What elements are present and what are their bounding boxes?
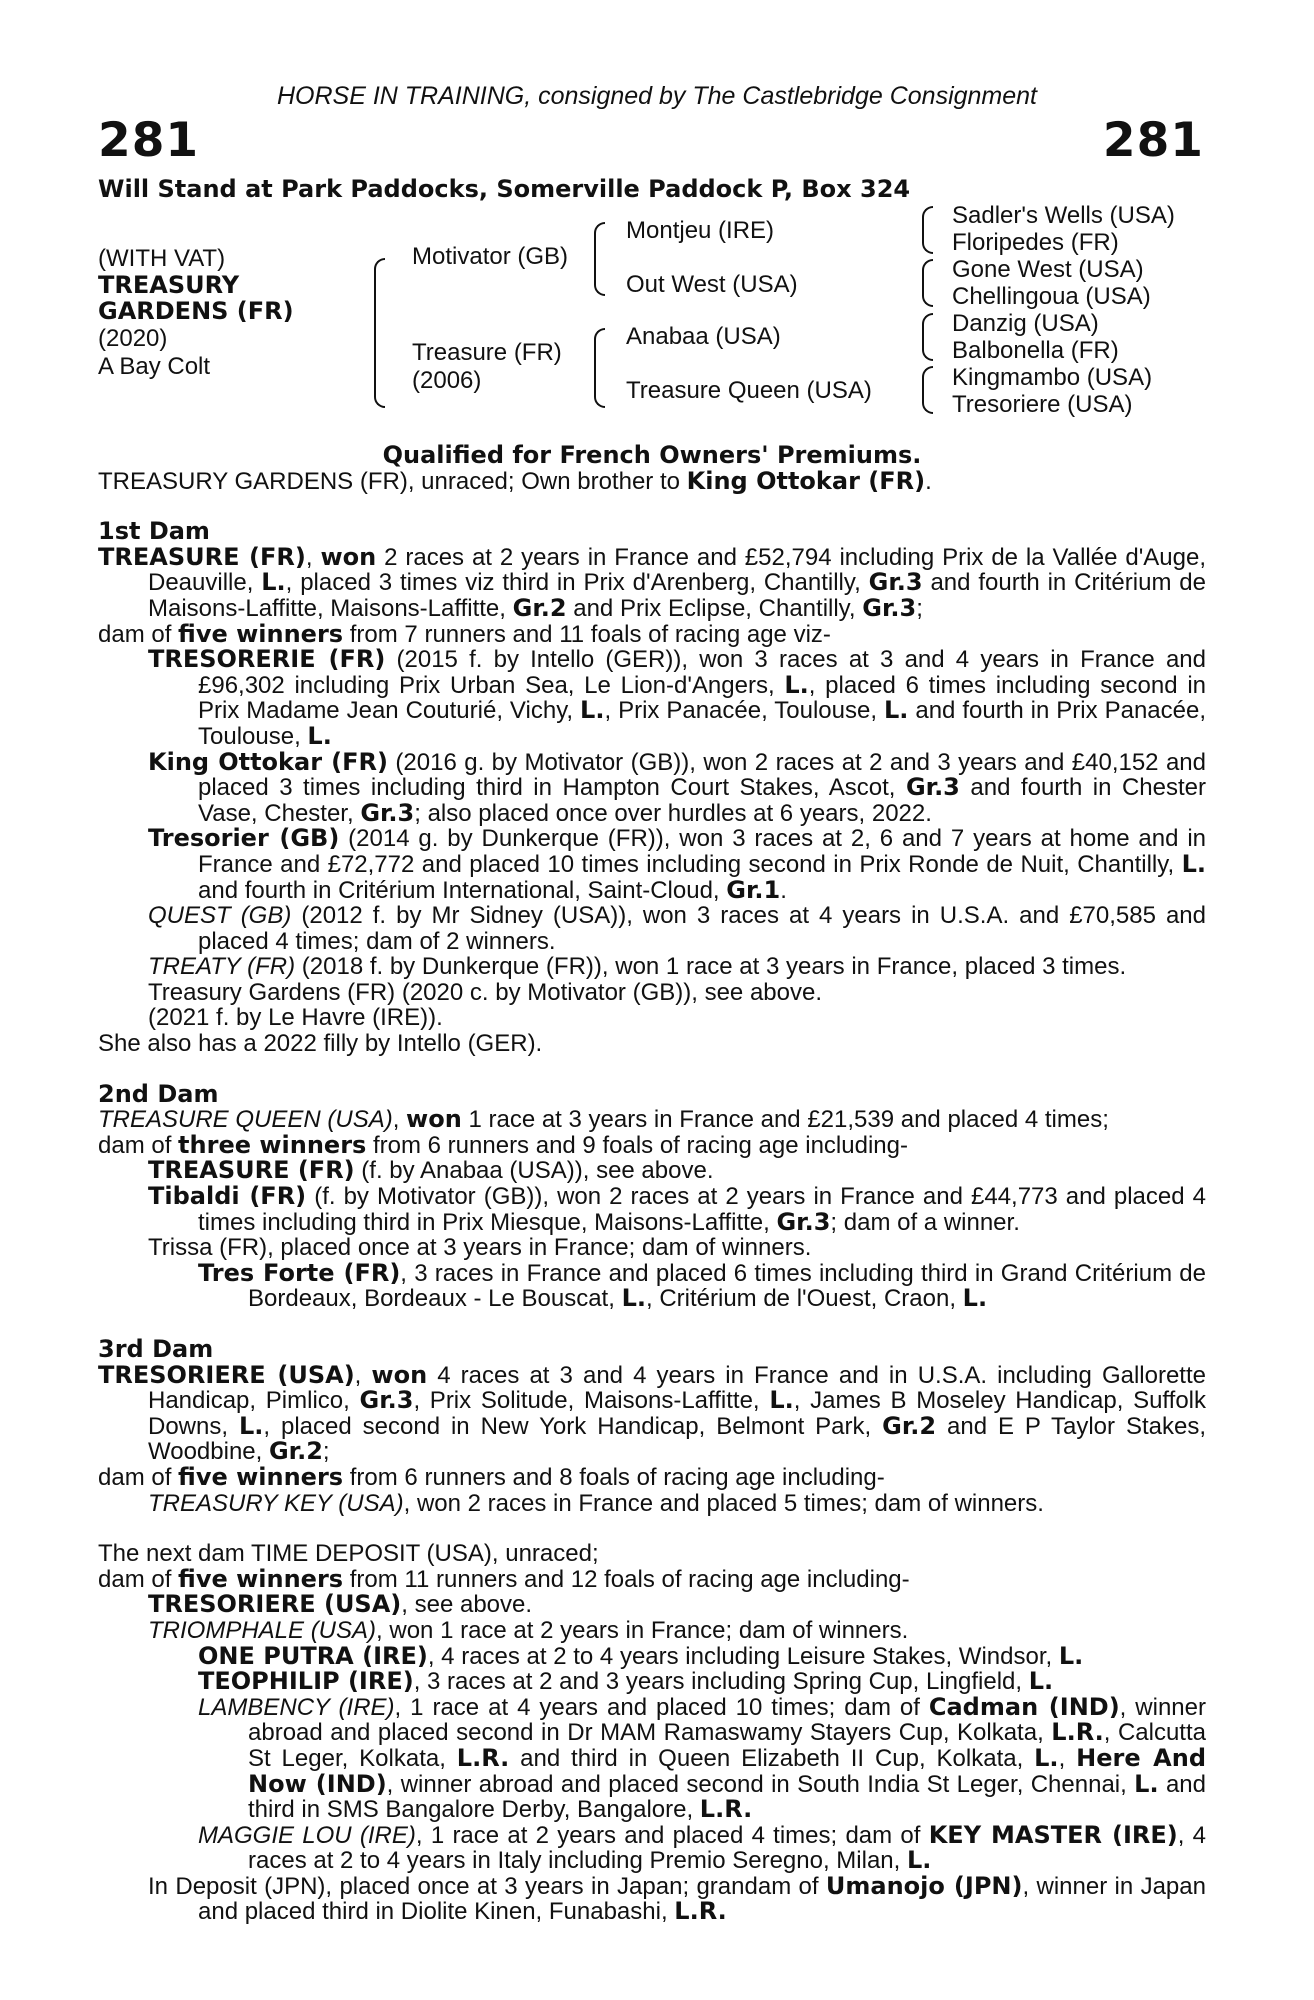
brace-sire <box>594 222 605 296</box>
ss-sire: Sadler's Wells (USA) <box>952 202 1175 229</box>
produce-item: TREASURE (FR) (f. by Anabaa (USA)), see above. <box>148 1156 714 1185</box>
first-dam-entry: TREASURE (FR), won 2 races at 2 years in France and £52,794 including Prix de la Vallée d'Auge, Deauville, L., placed 3 times viz third in Prix d'Arenberg, Chantilly, Gr.3 and fourth in Critérium de Maisons-Laffitte, Maisons-Laffitte, Gr.2 and Prix Eclipse, Chantilly, Gr.3; <box>98 542 1206 622</box>
second-dam-entry: TREASURE QUEEN (USA), won 1 race at 3 years in France and £21,539 and placed 4 times; <box>98 1105 1109 1134</box>
produce-item: TRESORERIE (FR) (2015 f. by Intello (GER)), won 3 races at 3 and 4 years in France and £96,302 including Prix Urban Sea, Le Lion-d'Angers, L., placed 6 times including second in Prix Madame Jean Couturié, Vichy, L., Prix Panacée, Toulouse, L. and fourth in Prix Panacée, Toulouse, L. <box>148 645 1207 750</box>
horse-year: (2020) <box>98 325 168 352</box>
produce-item: Tresorier (GB) (2014 g. by Dunkerque (FR)), won 3 races at 2, 6 and 7 years at home and in France and £72,772 and placed 10 times including second in Prix Ronde de Nuit, Chantilly, L. and fourth in Critérium International, Saint-Cloud, Gr.1. <box>148 824 1207 904</box>
third-dam-produce-summary: dam of five winners from 6 runners and 8 foals of racing age including- <box>98 1462 885 1491</box>
horse-description: A Bay Colt <box>98 353 211 380</box>
produce-item: TRESORIERE (USA), see above. <box>148 1590 533 1619</box>
ds-sire: Danzig (USA) <box>952 310 1099 337</box>
brace-dam <box>594 328 605 408</box>
stand-location: Will Stand at Park Paddocks, Somerville Paddock P, Box 324 <box>98 175 911 203</box>
premiums-note: Qualified for French Owners' Premiums. <box>382 441 922 469</box>
third-dam-entry: TRESORIERE (USA), won 4 races at 3 and 4 years in France and in U.S.A. including Gallorette Handicap, Pimlico, Gr.3, Prix Solitude, Maisons-Laffitte, L., James B Moseley Handicap, Suffolk Downs, L., placed second in New York Handicap, Belmont Park, Gr.2 and E P Taylor Stakes, Woodbine, Gr.2; <box>98 1360 1207 1466</box>
produce-item: QUEST (GB) (2012 f. by Mr Sidney (USA)), won 3 races at 4 years in U.S.A. and £70,585 and placed 4 times; dam of 2 winners. <box>148 902 1206 955</box>
section-3rd-dam: 3rd Dam <box>98 1335 214 1363</box>
produce-item: Trissa (FR), placed once at 3 years in France; dam of winners. <box>148 1234 812 1262</box>
produce-item: Tibaldi (FR) (f. by Motivator (GB)), won 2 races at 2 years in France and £44,773 and placed 4 times including third in Prix Miesque, Maisons-Laffitte, Gr.3; dam of a winner. <box>148 1182 1206 1236</box>
brace-ds <box>922 313 933 361</box>
sire-sire: Montjeu (IRE) <box>626 217 775 244</box>
brace-dd <box>922 366 933 414</box>
dam-dam: Treasure Queen (USA) <box>626 377 872 404</box>
brace-parents <box>374 258 385 408</box>
produce-item: TREATY (FR) (2018 f. by Dunkerque (FR)), won 1 race at 3 years in France, placed 3 times. <box>148 953 1127 981</box>
lot-number-left: 281 <box>98 113 200 168</box>
dd-sire: Kingmambo (USA) <box>952 364 1153 391</box>
dam-year: (2006) <box>412 367 482 394</box>
first-dam-produce-summary: dam of five winners from 7 runners and 11 foals of racing age viz- <box>98 619 831 648</box>
ds-dam: Balbonella (FR) <box>952 337 1119 364</box>
sire: Motivator (GB) <box>412 243 569 270</box>
catalogue-header: HORSE IN TRAINING, consigned by The Castlebridge Consignment <box>276 82 1038 110</box>
produce-note: She also has a 2022 filly by Intello (GER). <box>98 1030 543 1058</box>
catalogue-body <box>98 443 1206 1925</box>
produce-item: Treasury Gardens (FR) (2020 c. by Motivator (GB)), see above. <box>148 978 823 1006</box>
produce-item: ONE PUTRA (IRE), 4 races at 2 to 4 years including Leisure Stakes, Windsor, L. <box>198 1641 1084 1670</box>
lot-number-right: 281 <box>1102 113 1204 168</box>
brace-sd <box>922 259 933 307</box>
dam-sire: Anabaa (USA) <box>626 323 781 350</box>
produce-item: TRIOMPHALE (USA), won 1 race at 2 years in France; dam of winners. <box>148 1616 909 1644</box>
section-2nd-dam: 2nd Dam <box>98 1079 219 1108</box>
brace-ss <box>922 206 933 254</box>
produce-item: King Ottokar (FR) (2016 g. by Motivator (GB)), won 2 races at 2 and 3 years and £40,152 and placed 3 times including third in Hampton Court Stakes, Ascot, Gr.3 and fourth in Chester Vase, Chester, Gr.3; also placed once over hurdles at 6 years, 2022. <box>148 747 1206 827</box>
next-dam-entry: The next dam TIME DEPOSIT (USA), unraced; <box>98 1540 599 1568</box>
horse-name-line1: TREASURY <box>98 271 240 299</box>
ss-dam: Floripedes (FR) <box>952 229 1119 256</box>
produce-item: MAGGIE LOU (IRE), 1 race at 2 years and placed 4 times; dam of KEY MASTER (IRE), 4 races at 2 to 4 years in Italy including Premio Seregno, Milan, L. <box>198 1820 1207 1875</box>
vat-label: (WITH VAT) <box>98 245 226 272</box>
produce-item: In Deposit (JPN), placed once at 3 years in Japan; grandam of Umanojo (JPN), winner in Japan and placed third in Diolite Kinen, Funabashi, L.R. <box>148 1871 1206 1926</box>
second-dam-produce-summary: dam of three winners from 6 runners and 9 foals of racing age including- <box>98 1130 908 1159</box>
next-dam-produce-summary: dam of five winners from 11 runners and 12 foals of racing age including- <box>98 1564 910 1593</box>
produce-item: Tres Forte (FR), 3 races in France and placed 6 times including third in Grand Critérium de Bordeaux, Bordeaux - Le Bouscat, L., Critérium de l'Ouest, Craon, L. <box>198 1258 1206 1313</box>
intro-line: TREASURY GARDENS (FR), unraced; Own brother to King Ottokar (FR). <box>98 466 932 495</box>
sire-dam: Out West (USA) <box>626 271 798 298</box>
section-1st-dam: 1st Dam <box>98 517 210 546</box>
produce-item: LAMBENCY (IRE), 1 race at 4 years and placed 10 times; dam of Cadman (IND), winner abroad and placed second in Dr MAM Ramaswamy Stayers Cup, Kolkata, L.R., Calcutta St Leger, Kolkata, L.R. and third in Queen Elizabeth II Cup, Kolkata, L., Here And Now (IND), winner abroad and placed second in South India St Leger, Chennai, L. and third in SMS Bangalore Derby, Bangalore, L.R. <box>198 1692 1207 1824</box>
sd-sire: Gone West (USA) <box>952 256 1144 283</box>
produce-item: TEOPHILIP (IRE), 3 races at 2 and 3 years including Spring Cup, Lingfield, L. <box>198 1667 1054 1696</box>
produce-item: (2021 f. by Le Havre (IRE)). <box>148 1004 443 1032</box>
sd-dam: Chellingoua (USA) <box>952 283 1151 310</box>
produce-item: TREASURY KEY (USA), won 2 races in France and placed 5 times; dam of winners. <box>148 1489 1044 1517</box>
dd-dam: Tresoriere (USA) <box>952 391 1133 418</box>
dam: Treasure (FR) <box>412 339 562 366</box>
horse-name-line2: GARDENS (FR) <box>98 297 294 325</box>
